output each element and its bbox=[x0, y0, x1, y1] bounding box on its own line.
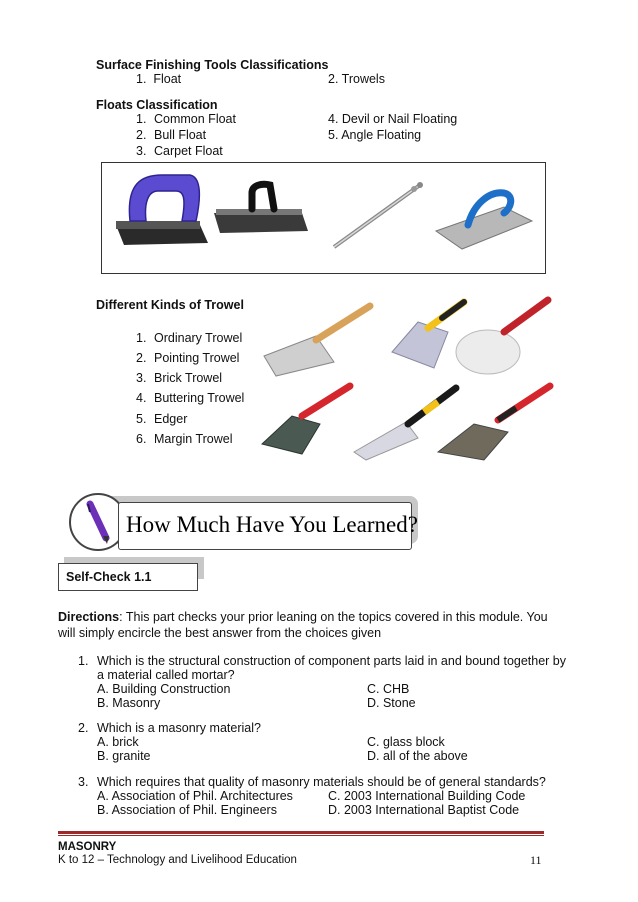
ordinary-trowel-image bbox=[264, 306, 370, 376]
floats-item-2: 2. Bull Float bbox=[136, 128, 207, 142]
page-number: 11 bbox=[530, 853, 542, 867]
floats-illustration bbox=[102, 163, 545, 273]
floats-item-4: 4. Devil or Nail Floating bbox=[328, 112, 458, 126]
buttering-trowel-image bbox=[262, 386, 350, 454]
question-2-line-1: Which is a masonry material? bbox=[97, 721, 261, 735]
pointing-trowel-image bbox=[392, 302, 464, 368]
directions-line-1: Directions: This part checks your prior leaning on the topics covered in this module. You bbox=[58, 610, 548, 624]
nail-float-image bbox=[334, 182, 423, 247]
surface-heading: Surface Finishing Tools Classifications bbox=[96, 58, 329, 72]
question-3-option-a: A. Association of Phil. Architectures bbox=[97, 789, 293, 803]
floats-heading: Floats Classification bbox=[96, 98, 218, 112]
trowel-item-4: 4. Buttering Trowel bbox=[136, 391, 245, 405]
question-3-option-d: D. 2003 International Baptist Code bbox=[328, 803, 520, 817]
trowel-item-1: 1. Ordinary Trowel bbox=[136, 331, 243, 345]
question-3-number: 3. bbox=[78, 775, 89, 789]
question-1-line-1: Which is the structural construction of component parts laid in and bound together by bbox=[97, 654, 567, 668]
trowels-heading: Different Kinds of Trowel bbox=[96, 298, 244, 312]
question-1-option-b: B. Masonry bbox=[97, 696, 161, 710]
floats-item-3: 3. Carpet Float bbox=[136, 144, 223, 158]
question-3-option-b: B. Association of Phil. Engineers bbox=[97, 803, 277, 817]
question-3-line-1: Which requires that quality of masonry materials should be of general standards? bbox=[97, 775, 546, 789]
trowel-item-3: 3. Brick Trowel bbox=[136, 371, 223, 385]
footer-subtitle: K to 12 – Technology and Livelihood Education bbox=[58, 854, 297, 866]
footer-rule-thin bbox=[58, 835, 544, 836]
banner-title: How Much Have You Learned? bbox=[126, 512, 418, 537]
question-2-option-c: C. glass block bbox=[367, 735, 445, 749]
brick-trowel-image bbox=[456, 300, 548, 374]
footer-title: MASONRY bbox=[58, 841, 117, 853]
footer-rule-thick bbox=[58, 831, 544, 834]
edger-image bbox=[354, 388, 456, 460]
common-float-image bbox=[116, 175, 208, 245]
question-2-number: 2. bbox=[78, 721, 89, 735]
question-2-option-b: B. granite bbox=[97, 749, 151, 763]
trowel-item-5: 5. Edger bbox=[136, 412, 188, 426]
carpet-float-image bbox=[214, 184, 308, 233]
floats-item-1: 1. Common Float bbox=[136, 112, 236, 126]
question-1-option-c: C. CHB bbox=[367, 682, 410, 696]
angle-float-image bbox=[436, 193, 532, 249]
floats-item-5: 5. Angle Floating bbox=[328, 128, 422, 142]
surface-item-float: 1. Float bbox=[136, 72, 182, 86]
directions-line-2: will simply encircle the best answer from the choices given bbox=[58, 626, 382, 640]
question-2-option-d: D. all of the above bbox=[367, 749, 468, 763]
margin-trowel-image bbox=[438, 386, 550, 460]
question-1-line-2: a material called mortar? bbox=[97, 668, 235, 682]
surface-item-trowels: 2. Trowels bbox=[328, 72, 385, 86]
question-1-number: 1. bbox=[78, 654, 89, 668]
trowel-item-2: 2. Pointing Trowel bbox=[136, 351, 240, 365]
trowel-item-6: 6. Margin Trowel bbox=[136, 432, 233, 446]
selfcheck-label: Self-Check 1.1 bbox=[66, 570, 152, 584]
question-2-option-a: A. brick bbox=[97, 735, 139, 749]
question-3-option-c: C. 2003 International Building Code bbox=[328, 789, 526, 803]
question-1-option-d: D. Stone bbox=[367, 696, 416, 710]
floats-image-panel bbox=[101, 162, 546, 274]
trowels-illustration bbox=[258, 292, 558, 464]
question-1-option-a: A. Building Construction bbox=[97, 682, 231, 696]
